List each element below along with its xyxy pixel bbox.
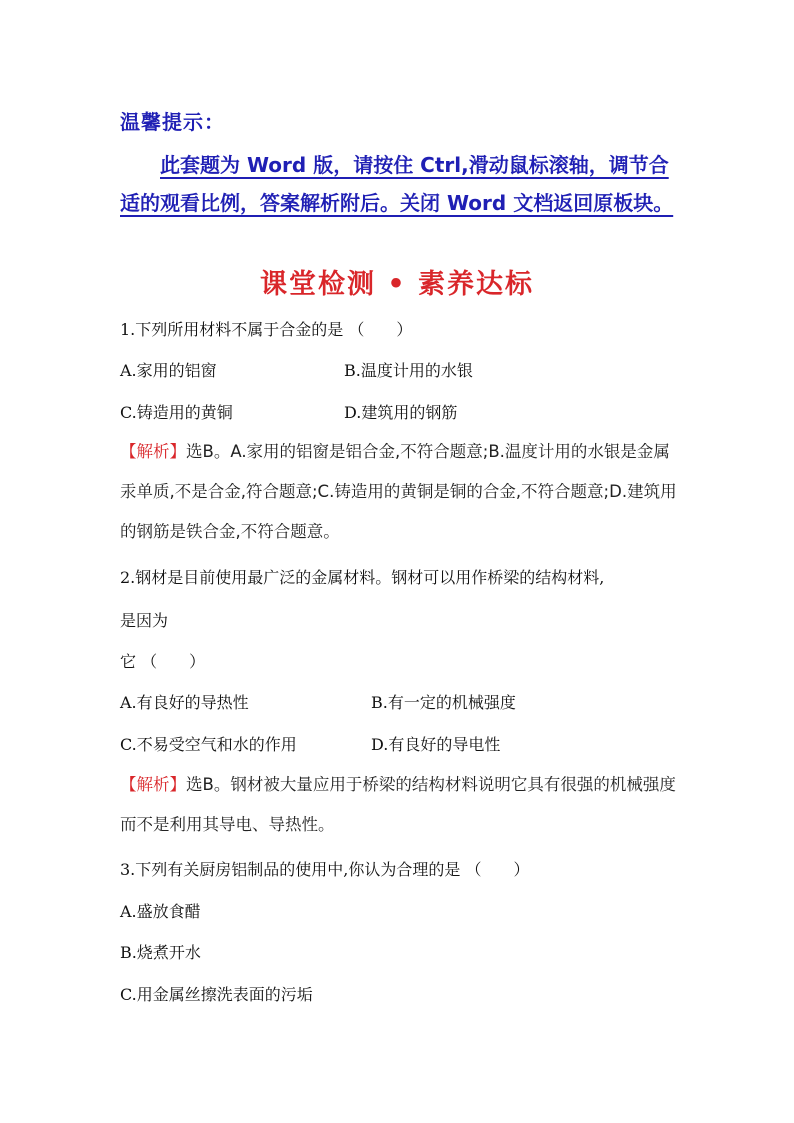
question-2-analysis bbox=[120, 765, 680, 845]
analysis-tag: 【解析】 bbox=[120, 775, 186, 794]
section-title: 课堂检测 • 素养达标 bbox=[259, 269, 535, 300]
question-3-option-c: C.用金属丝擦洗表面的污垢 bbox=[120, 985, 313, 1004]
question-1-stem: 1.下列所用材料不属于合金的是 （ ） bbox=[120, 320, 413, 339]
question-2-option-b: B.有一定的机械强度 bbox=[371, 693, 516, 712]
question-1-option-d: D.建筑用的钢筋 bbox=[344, 403, 458, 422]
analysis-text: 选B。钢材被大量应用于桥梁的结构材料说明它具有很强的机械强度而不是利用其导电、导热性。 bbox=[120, 775, 676, 834]
question-1-analysis bbox=[120, 432, 680, 552]
analysis-tag: 【解析】 bbox=[120, 442, 186, 461]
question-2-option-d: D.有良好的导电性 bbox=[371, 735, 501, 754]
question-2-stem-line1: 2.钢材是目前使用最广泛的金属材料。钢材可以用作桥梁的结构材料, bbox=[120, 568, 605, 587]
question-1-option-b: B.温度计用的水银 bbox=[344, 361, 473, 380]
question-1-option-c: C.铸造用的黄铜 bbox=[120, 403, 233, 422]
tip-heading: 温馨提示： bbox=[120, 110, 225, 134]
question-2-stem-line3: 它 （ ） bbox=[120, 652, 206, 671]
question-2-option-c: C.不易受空气和水的作用 bbox=[120, 735, 297, 754]
question-3-stem: 3.下列有关厨房铝制品的使用中,你认为合理的是 （ ） bbox=[120, 860, 530, 879]
tip-body[interactable]: 此套题为 Word 版，请按住 Ctrl,滑动鼠标滚轴，调节合适的观看比例，答案解析附后。关闭 Word 文档返回原板块。 bbox=[120, 153, 674, 215]
question-1-option-a: A.家用的铝窗 bbox=[120, 361, 217, 380]
question-3-option-a: A.盛放食醋 bbox=[120, 902, 201, 921]
question-3-option-b: B.烧煮开水 bbox=[120, 943, 201, 962]
question-2-stem-line2: 是因为 bbox=[120, 611, 169, 630]
analysis-text: 选B。A.家用的铝窗是铝合金,不符合题意;B.温度计用的水银是金属汞单质,不是合金,符合题意;C.铸造用的黄铜是铜的合金,不符合题意;D.建筑用的钢筋是铁合金,不符合题意。 bbox=[120, 442, 677, 541]
question-2-option-a: A.有良好的导热性 bbox=[120, 693, 249, 712]
